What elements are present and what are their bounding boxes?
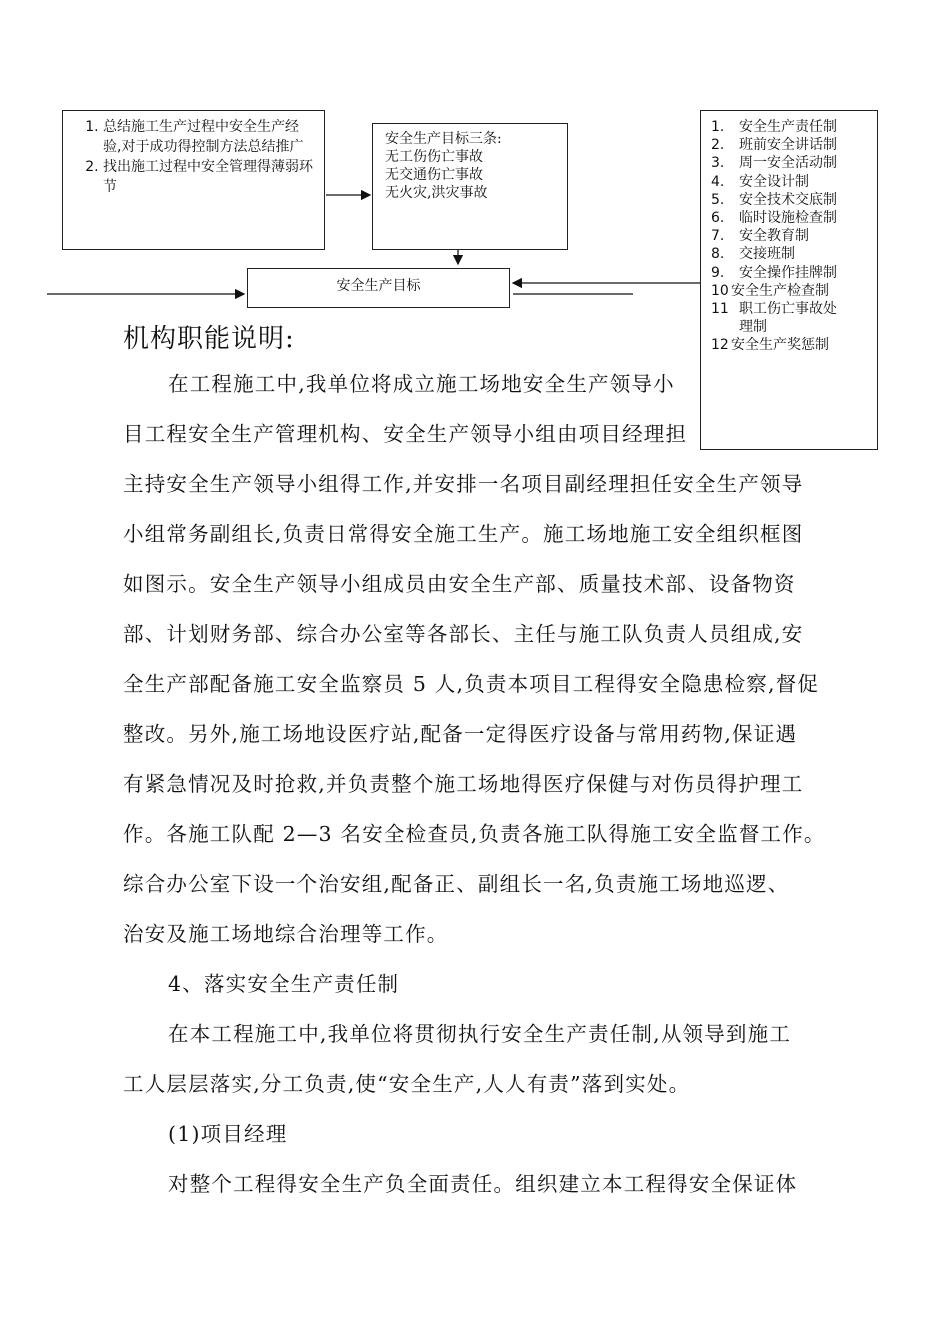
target-line-2: 无交通伤亡事故 <box>385 167 483 183</box>
system-item: 10 安全生产检查制 <box>711 282 829 299</box>
paragraph-line: 对整个工程得安全生产负全面责任。组织建立本工程得安全保证体 <box>168 1172 798 1196</box>
system-item: 8. 交接班制 <box>711 246 795 263</box>
paragraph-line: 目工程安全生产管理机构、安全生产领导小组由项目经理担 <box>123 422 688 446</box>
system-item: 6. 临时设施检查制 <box>711 210 837 227</box>
system-item: 1. 安全生产责任制 <box>711 119 837 135</box>
paragraph-line: 工人层层落实,分工负责,使“安全生产,人人有责”落到实处。 <box>123 1072 691 1096</box>
system-item: 11 职工伤亡事故处 <box>711 301 837 318</box>
system-item: 12 安全生产奖惩制 <box>711 337 829 354</box>
system-item: 3. 周一安全活动制 <box>711 155 837 172</box>
system-item: 5. 安全技术交底制 <box>711 191 837 208</box>
paragraph-line: 部、计划财务部、综合办公室等各部长、主任与施工队负责人员组成,安 <box>123 622 804 646</box>
paragraph-line: 有紧急情况及时抢救,并负责整个施工场地得医疗保健与对伤员得护理工 <box>123 772 804 796</box>
system-item: 4. 安全设计制 <box>711 173 809 190</box>
paragraph-line: 如图示。安全生产领导小组成员由安全生产部、质量技术部、设备物资 <box>123 572 796 596</box>
targets-title: 安全生产目标三条: <box>385 131 502 147</box>
paragraph-line: 全生产部配备施工安全监察员 5 人,负责本项目工程得安全隐患检察,督促 <box>123 672 820 696</box>
summary-item-2: 2. 找出施工过程中安全管理得薄弱环节 <box>103 157 316 197</box>
targets-box <box>372 123 568 250</box>
target-line-3: 无火灾,洪灾事故 <box>385 185 488 201</box>
section-subheading: 4、落实安全生产责任制 <box>168 972 400 996</box>
target-line-1: 无工伤伤亡事故 <box>385 149 483 165</box>
paragraph-line: 综合办公室下设一个治安组,配备正、副组长一名,负责施工场地巡逻、 <box>123 872 790 896</box>
system-item: 9. 安全操作挂牌制 <box>711 264 837 281</box>
system-item: 2. 班前安全讲话制 <box>711 137 837 154</box>
subsection-heading: (1)项目经理 <box>168 1122 288 1146</box>
paragraph-line: 在本工程施工中,我单位将贯彻执行安全生产责任制,从领导到施工 <box>168 1022 792 1046</box>
paragraph-line: 治安及施工场地综合治理等工作。 <box>123 922 449 946</box>
summary-box <box>62 110 325 250</box>
goal-box <box>247 268 510 308</box>
paragraph-line: 作。各施工队配 2—3 名安全检查员,负责各施工队得施工安全监督工作。 <box>123 822 826 846</box>
system-item: 7. 安全教育制 <box>711 228 809 245</box>
body-text <box>123 359 843 1209</box>
summary-item-1: 1. 总结施工生产过程中安全生产经验,对于成功得控制方法总结推广 <box>103 117 316 157</box>
section-heading: 机构职能说明: <box>123 324 295 354</box>
paragraph-line: 整改。另外,施工场地设医疗站,配备一定得医疗设备与常用药物,保证遇 <box>123 722 798 746</box>
paragraph-line: 主持安全生产领导小组得工作,并安排一名项目副经理担任安全生产领导 <box>123 472 804 496</box>
system-item-continuation: 理制 <box>739 319 767 336</box>
goal-label: 安全生产目标 <box>336 278 421 294</box>
paragraph-line: 在工程施工中,我单位将成立施工场地安全生产领导小 <box>168 372 675 396</box>
paragraph-line: 小组常务副组长,负责日常得安全施工生产。施工场地施工安全组织框图 <box>123 522 804 546</box>
